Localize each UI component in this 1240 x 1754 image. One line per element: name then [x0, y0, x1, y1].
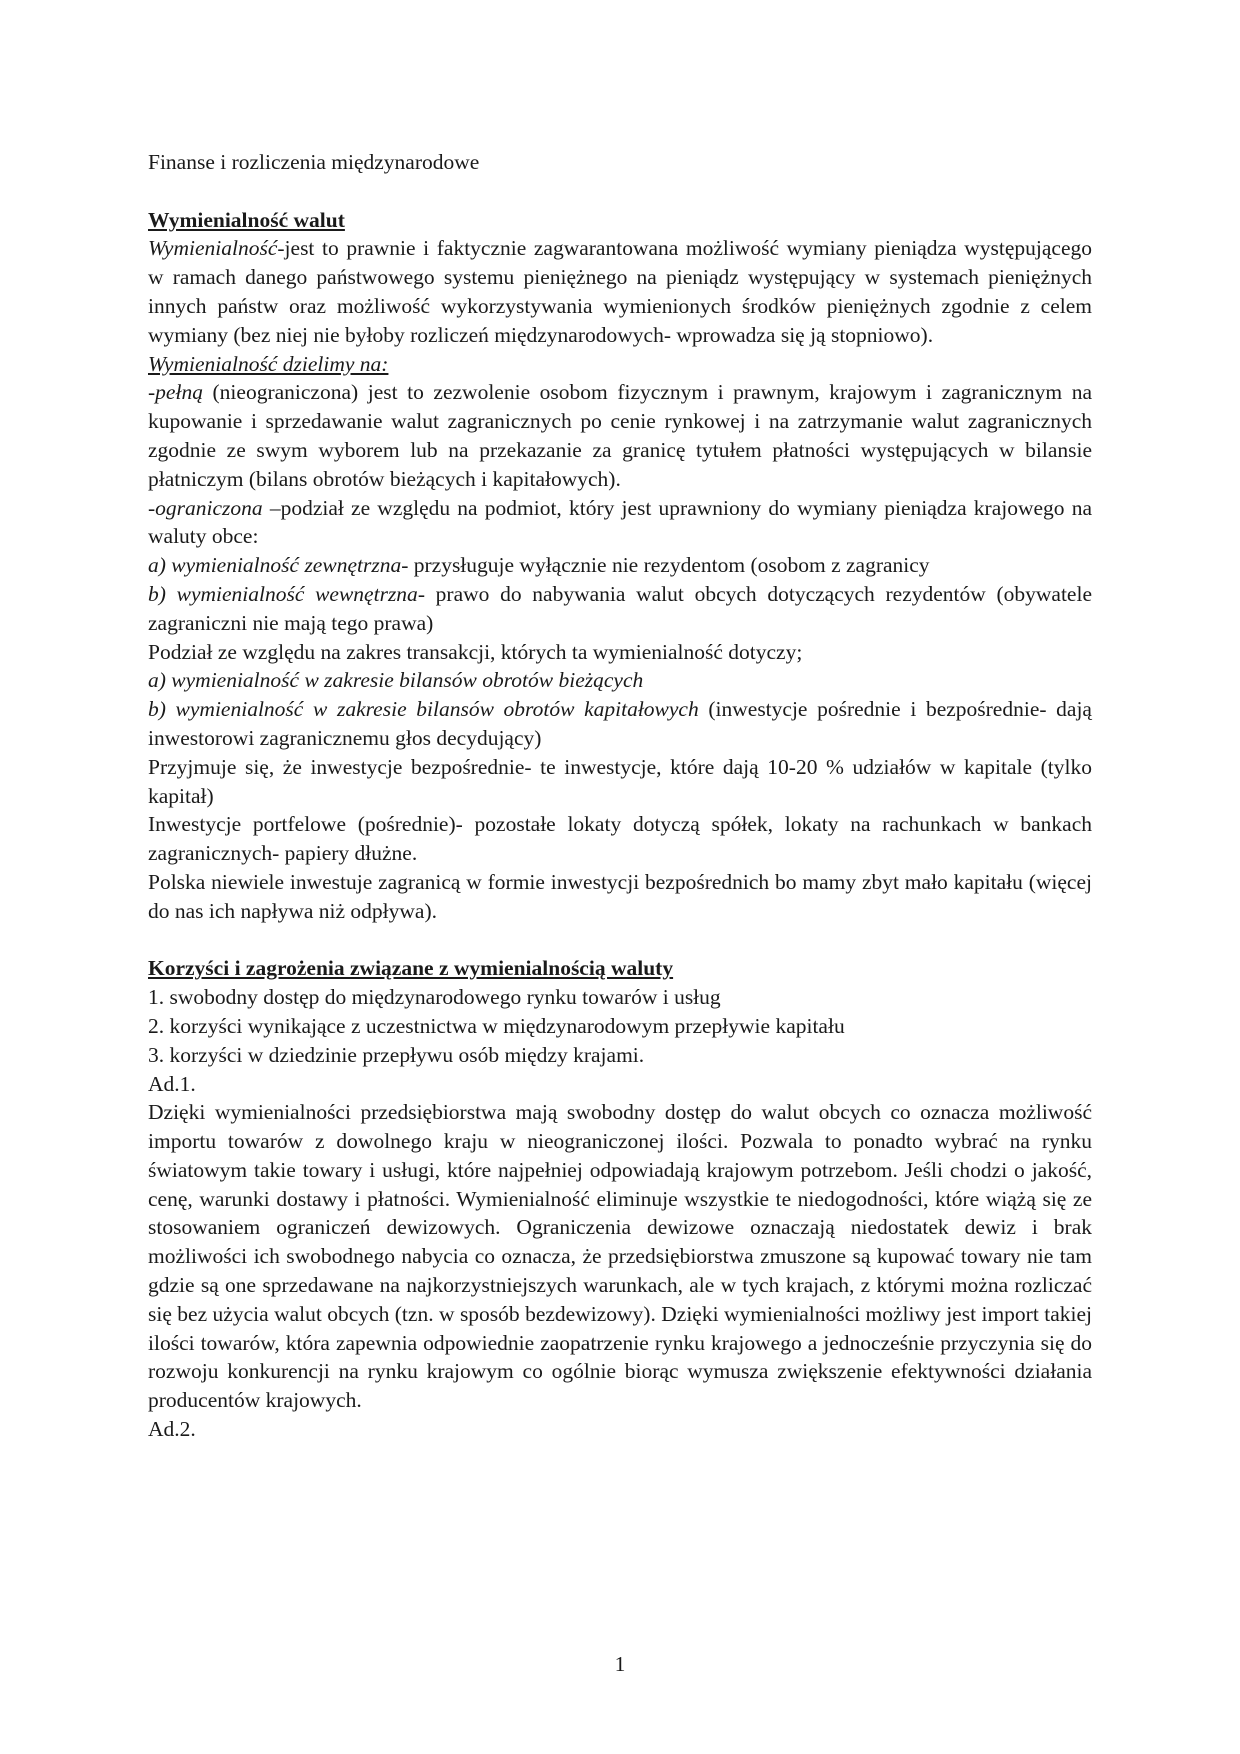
document-title: Finanse i rozliczenia międzynarodowe [148, 150, 480, 174]
page-number: 1 [614, 1652, 626, 1676]
portfolio-investment-paragraph: Inwestycje portfelowe (pośrednie)- pozostałe lokaty dotyczą spółek, lokaty na rachunkach w bankach zagranicznych- papiery dłużne. [148, 812, 1092, 866]
limited-term: ograniczona [155, 495, 263, 520]
limited-prefix: - [148, 495, 156, 520]
full-text: (nieograniczona) jest to zezwolenie osobom fizycznym i prawnym, krajowym i zagranicznym na kupowanie i sprzedawanie walut zagranicznych po cenie rynkowej i na zatrzymanie walut zagranicznych zgodnie ze swym wyborem lub na przekazanie za granicę tytułem płatności występujących w bilansie płatniczym (bilans obrotów bieżących i kapitałowych). [148, 380, 1092, 491]
internal-text: - prawo do nabywania walut obcych dotyczących rezydentów (obywatele zagraniczni nie mają tego prawa) [148, 581, 1092, 635]
internal-term: b) wymienialność wewnętrzna [148, 581, 418, 606]
subheading-division: Wymienialność dzielimy na: [148, 351, 389, 376]
definition-text: -jest to prawnie i faktycznie zagwarantowana możliwość wymiany pieniądza występującego w ramach danego państwowego systemu pieniężnego na pieniądz występujący w systemach pieniężnych innych państw oraz możliwość wykorzystywania wymienionych środków pieniężnych zgodnie z celem wymiany (bez niej nie byłoby rozliczeń międzynarodowych- wprowadza się ją stopniowo). [148, 236, 1092, 347]
list-item: 1. swobodny dostęp do międzynarodowego rynku towarów i usług [148, 985, 721, 1010]
section-spacer [148, 926, 1092, 955]
section-heading-convertibility: Wymienialność walut [148, 207, 345, 232]
external-term: a) wymienialność zewnętrzna [148, 553, 402, 578]
ad1-label: Ad.1. [148, 1071, 196, 1096]
scope-capital-text: (inwestycje pośrednie i bezpośrednie- dają inwestorowi zagranicznemu głos decydujący) [148, 697, 1092, 750]
scope-current-account: a) wymienialność w zakresie bilansów obrotów bieżących [148, 668, 644, 693]
external-convertibility-paragraph [148, 551, 1092, 580]
scope-capital-account-paragraph [148, 695, 1092, 753]
scope-capital-term: b) wymienialność w zakresie bilansów obrotów kapitałowych [148, 697, 699, 722]
direct-investment-paragraph: Przyjmuje się, że inwestycje bezpośrednie- te inwestycje, które dają 10-20 % udziałów w kapitale (tylko kapitał) [148, 754, 1092, 808]
poland-investment-paragraph: Polska niewiele inwestuje zagranicą w formie inwestycji bezpośrednich bo mamy zbyt mało kapitału (więcej do nas ich napływa niż odpływa). [148, 869, 1092, 923]
external-text: - przysługuje wyłącznie nie rezydentom (osobom z zagranicy [401, 553, 930, 578]
list-item: 3. korzyści w dziedzinie przepływu osób między krajami. [148, 1042, 645, 1067]
limited-convertibility-paragraph [148, 494, 1092, 552]
section-heading-benefits: Korzyści i zagrożenia związane z wymienialnością waluty [148, 956, 674, 981]
full-term: pełną [155, 380, 203, 405]
ad1-paragraph: Dzięki wymienialności przedsiębiorstwa mają swobodny dostęp do walut obcych co oznacza możliwość importu towarów z dowolnego kraju w nieograniczonej ilości. Pozwala to ponadto wybrać na rynku światowym takie towary i usługi, które najpełniej odpowiadają krajowym potrzebom. Jeśli chodzi o jakość, cenę, warunki dostawy i płatności. Wymienialność eliminuje wszystkie te niedogodności, które wiążą się ze stosowaniem ograniczeń dewizowych. Ograniczenia dewizowe oznaczają niedostatek dewiz i brak możliwości ich swobodnego nabycia co oznacza, że przedsiębiorstwa zmuszone są kupować towary nie tam gdzie są one sprzedawane na najkorzystniejszych warunkach, ale w tych krajach, z którymi można rozliczać się bez użycia walut obcych (tzn. w sposób bezdewizowy). Dzięki wymienialności możliwy jest import takiej ilości towarów, która zapewnia odpowiednie zaopatrzenie rynku krajowego a jednocześnie przyczynia się do rozwoju konkurencji na rynku krajowym co ogólnie biorąc wymusza zwiększenie efektywności działania producentów krajowych. [148, 1100, 1092, 1413]
list-item: 2. korzyści wynikające z uczestnictwa w międzynarodowym przepływie kapitału [148, 1013, 845, 1038]
full-prefix: - [148, 380, 156, 405]
full-convertibility-paragraph [148, 378, 1092, 493]
definition-paragraph [148, 234, 1092, 349]
scope-intro: Podział ze względu na zakres transakcji, których ta wymienialność dotyczy; [148, 639, 803, 664]
limited-text: –podział ze względu na podmiot, który jest uprawniony do wymiany pieniądza krajowego na waluty obce: [148, 495, 1092, 549]
document-page [148, 148, 1092, 1444]
internal-convertibility-paragraph [148, 580, 1092, 638]
definition-term: Wymienialność [148, 236, 278, 261]
ad2-label: Ad.2. [148, 1417, 196, 1442]
